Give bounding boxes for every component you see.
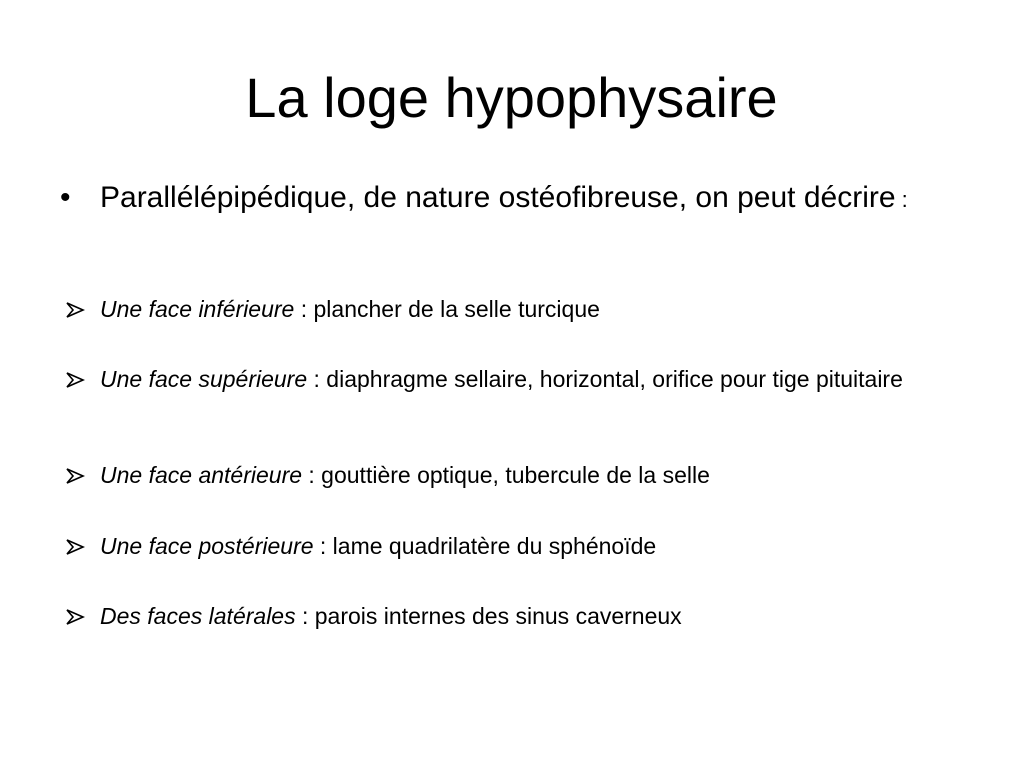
intro-text — [100, 180, 960, 218]
list-item — [64, 366, 944, 393]
arrow-bullet-icon — [64, 608, 86, 626]
list-item-content — [100, 533, 944, 560]
intro-colon: : — [895, 187, 908, 212]
list-item — [64, 603, 944, 630]
arrow-bullet-icon — [64, 301, 86, 319]
intro-main-text: Parallélépipédique, de nature ostéofibreuse, on peut décrire — [100, 181, 896, 214]
slide-title: La loge hypophysaire — [245, 66, 778, 129]
face-description: : plancher de la selle turcique — [294, 296, 600, 322]
face-term: Une face postérieure — [100, 533, 314, 559]
bullet-dot-icon: • — [60, 181, 71, 214]
arrow-bullet-icon — [64, 538, 86, 556]
list-item-content — [100, 296, 944, 323]
list-item — [64, 533, 944, 560]
list-item-content — [100, 366, 944, 393]
face-description: : diaphragme sellaire, horizontal, orifice pour tige pituitaire — [307, 366, 903, 392]
face-term: Une face supérieure — [100, 366, 308, 392]
list-item — [64, 296, 944, 323]
face-term: Des faces latérales — [100, 603, 296, 629]
list-item — [64, 462, 944, 489]
face-description: : lame quadrilatère du sphénoïde — [313, 533, 657, 559]
face-description: : parois internes des sinus caverneux — [295, 603, 682, 629]
face-description: : gouttière optique, tubercule de la selle — [302, 462, 710, 488]
face-term: Une face inférieure — [100, 296, 295, 322]
arrow-bullet-icon — [64, 371, 86, 389]
arrow-bullet-icon — [64, 467, 86, 485]
list-item-content — [100, 603, 944, 630]
intro-bullet — [60, 180, 960, 218]
list-item-content — [100, 462, 944, 489]
face-term: Une face antérieure — [100, 462, 303, 488]
